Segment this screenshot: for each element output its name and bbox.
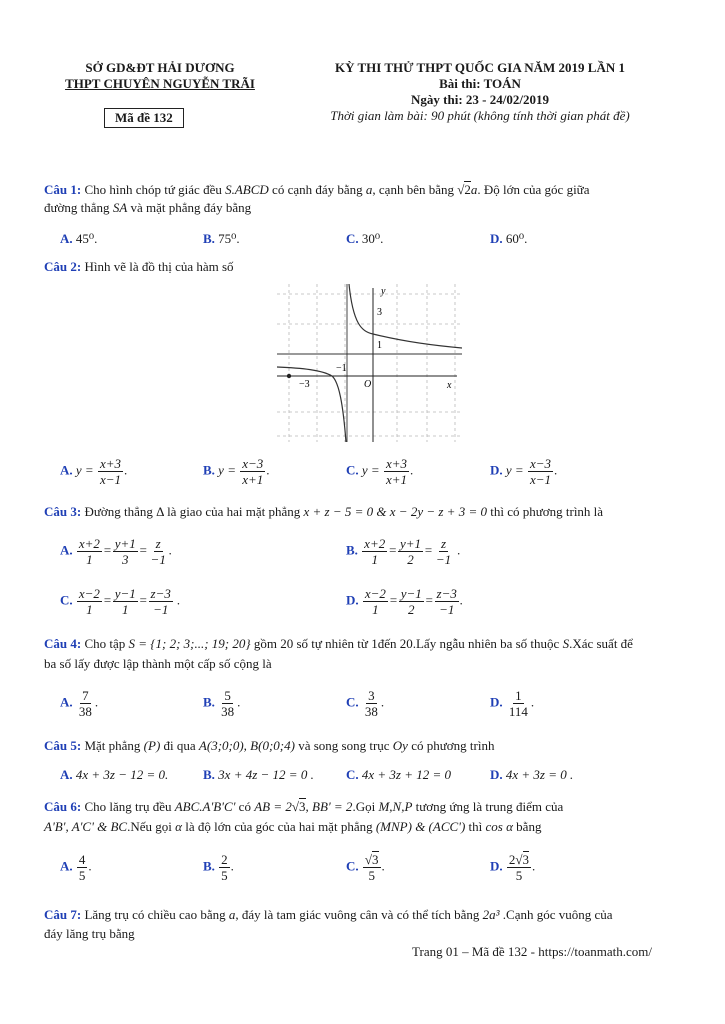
- q2-option-c[interactable]: C. y = $\frac{x+3}{x+1}$ .: [346, 456, 414, 487]
- exam-duration: Thời gian làm bài: 90 phút (không tính thời gian phát đề): [330, 108, 630, 123]
- school-department: SỞ GD&ĐT HẢI DƯƠNG: [85, 60, 235, 75]
- question-label: Câu 1:: [44, 182, 82, 197]
- question-6-line2: A'B', A'C' & BC.Nếu gọi α là độ lớn của góc của hai mặt phẳng (MNP) & (ACC') thì cos α bằng: [44, 819, 542, 834]
- question-3-line1: Câu 3: Đường thẳng Δ là giao của hai mặt phẳng x + z − 5 = 0 & x − 2y − z + 3 = 0 thì có phương trình là: [44, 504, 604, 519]
- tick-minus1-label: −1: [336, 363, 347, 374]
- x-axis-label: x: [447, 380, 452, 391]
- q6-option-a[interactable]: A. $\frac{4}{5}$ .: [60, 852, 92, 883]
- tick-1-label: 1: [377, 340, 382, 351]
- question-7-line2: đáy lăng trụ bằng: [44, 926, 135, 941]
- function-graph: [277, 284, 462, 442]
- question-1-line1: Câu 1: Cho hình chóp tứ giác đều S.ABCD có cạnh đáy bằng a, cạnh bên bằng √2a. Độ lớn của góc giữa: [44, 182, 590, 197]
- exam-code-box: Mã đề 132: [104, 108, 184, 128]
- sqrt2-symbol: √2a: [457, 182, 478, 197]
- school-name: THPT CHUYÊN NGUYỄN TRÃI: [65, 76, 255, 91]
- tick-3-label: 3: [377, 307, 382, 318]
- q3-option-d[interactable]: D. $\frac{x-2}{1}$ = $\frac{y-1}{2}$ = $\frac{z-3}{-1}$ .: [346, 586, 464, 617]
- question-4-line2: ba số lấy được lập thành một cấp số cộng là: [44, 656, 272, 671]
- q5-option-c[interactable]: C. 4x + 3z + 12 = 0: [346, 767, 452, 782]
- q6-option-d[interactable]: D. $\frac{2√3}{5}$ .: [490, 852, 536, 883]
- q5-option-b[interactable]: B. 3x + 4z − 12 = 0 .: [203, 767, 314, 782]
- q1-option-d[interactable]: D. 60⁰.: [490, 231, 528, 246]
- subject: Bài thi: TOÁN: [439, 76, 521, 91]
- q5-option-d[interactable]: D. 4x + 3z = 0 .: [490, 767, 574, 782]
- q3-option-a[interactable]: A. $\frac{x+2}{1}$ = $\frac{y+1}{3}$ = $\frac{z}{-1}$ .: [60, 536, 173, 567]
- q4-option-a[interactable]: A. $\frac{7}{38}$ .: [60, 688, 99, 719]
- q2-option-b[interactable]: B. y = $\frac{x-3}{x+1}$ .: [203, 456, 270, 487]
- exam-date: Ngày thi: 23 - 24/02/2019: [411, 92, 549, 107]
- question-7-line1: Câu 7: Lăng trụ có chiều cao bằng a, đáy là tam giác vuông cân và có thể tích bằng 2a³ .Cạnh góc vuông của: [44, 907, 613, 922]
- q6-option-c[interactable]: C. $\frac{√3}{5}$ .: [346, 852, 385, 883]
- question-4-line1: Câu 4: Cho tập S = {1; 2; 3;...; 19; 20} gồm 20 số tự nhiên từ 1đến 20.Lấy ngẫu nhiên ba số thuộc S.Xác suất để: [44, 636, 633, 651]
- tick-minus3-label: −3: [299, 379, 310, 390]
- question-6-line1: Câu 6: Cho lăng trụ đều ABC.A'B'C' có AB = 2√3, BB' = 2.Gọi M,N,P tương ứng là trung điểm của: [44, 799, 564, 814]
- exam-title: KỲ THI THỬ THPT QUỐC GIA NĂM 2019 LẦN 1: [334, 60, 625, 75]
- origin-label: O: [364, 379, 372, 390]
- q2-option-a[interactable]: A. y = $\frac{x+3}{x-1}$ .: [60, 456, 128, 487]
- q5-option-a[interactable]: A. 4x + 3z − 12 = 0.: [60, 767, 169, 782]
- q4-option-c[interactable]: C. $\frac{3}{38}$ .: [346, 688, 385, 719]
- q3-option-c[interactable]: C. $\frac{x-2}{1}$ = $\frac{y-1}{1}$ = $\frac{z-3}{-1}$ .: [60, 586, 181, 617]
- q4-option-d[interactable]: D. $\frac{1}{114}$ .: [490, 688, 535, 719]
- q6-option-b[interactable]: B. $\frac{2}{5}$ .: [203, 852, 234, 883]
- page-footer: Trang 01 – Mã đề 132 - https://toanmath.com/: [412, 944, 652, 959]
- q1-option-b[interactable]: B. 75⁰.: [203, 231, 240, 246]
- q1-option-c[interactable]: C. 30⁰.: [346, 231, 384, 246]
- question-2-line1: Câu 2: Hình vẽ là đồ thị của hàm số: [44, 259, 234, 274]
- q3-option-b[interactable]: B. $\frac{x+2}{1}$ = $\frac{y+1}{2}$ = $\frac{z}{-1}$ .: [346, 536, 461, 567]
- y-axis-label: y: [381, 286, 386, 297]
- question-1-line2: đường thẳng SA và mặt phẳng đáy bằng: [44, 200, 252, 215]
- question-5-line1: Câu 5: Mặt phẳng (P) đi qua A(3;0;0), B(0;0;4) và song song trục Oy có phương trình: [44, 738, 495, 753]
- q2-option-d[interactable]: D. y = $\frac{x-3}{x-1}$ .: [490, 456, 558, 487]
- x-intercept-point: [287, 374, 291, 378]
- q1-option-a[interactable]: A. 45⁰.: [60, 231, 98, 246]
- q4-option-b[interactable]: B. $\frac{5}{38}$ .: [203, 688, 241, 719]
- graph-left-branch: [277, 367, 346, 442]
